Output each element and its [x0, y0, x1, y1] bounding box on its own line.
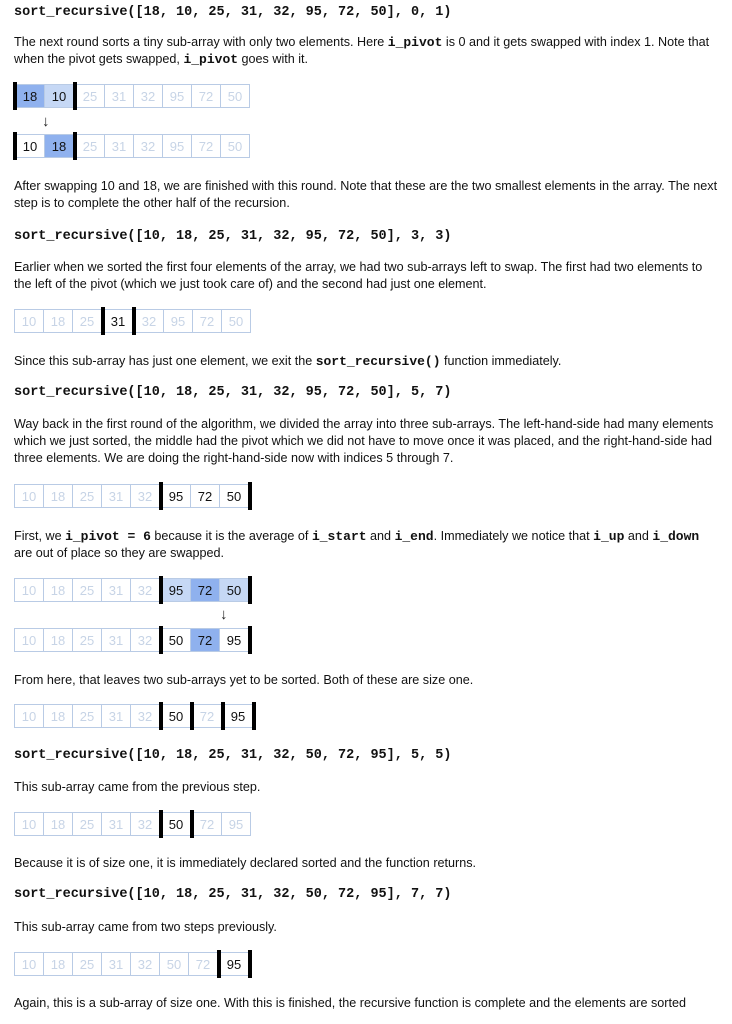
text: First, we [14, 529, 66, 543]
paragraph-11: Again, this is a sub-array of size one. With this is finished, the recursive function is complete and the elements are sorted [14, 996, 686, 1010]
inline-code: i_pivot = 6 [65, 529, 151, 544]
array-cell: 95 [163, 309, 193, 333]
array-cell: 50 [220, 134, 250, 158]
array-diagram-1 [14, 84, 250, 110]
paragraph-5: Way back in the first round of the algorithm, we divided the array into three sub-arrays. The left-hand-side had many elements which we just sorted, the middle had the pivot which we did not have to move once it was placed, and the right-hand-side had three elements. We are doing the right-hand-side now with indices 5 through 7. [14, 417, 714, 466]
array-cell: 95 [221, 812, 251, 836]
inline-code: i_start [311, 529, 367, 544]
text: because it is the average of [150, 529, 312, 543]
array-cell: 10 [14, 704, 44, 728]
paragraph-2: After swapping 10 and 18, we are finished with this round. Note that these are the two smallest elements in the array. The next step is to complete the other half of the recursion. [14, 179, 718, 211]
inline-code: sort_recursive() [315, 354, 441, 369]
array-cell: 32 [130, 484, 160, 508]
array-cell: 25 [72, 952, 102, 976]
inline-code: i_up [593, 529, 625, 544]
array-cell: 25 [75, 84, 105, 108]
array-cell: 10 [14, 952, 44, 976]
inline-code: i_end [394, 529, 434, 544]
array-cell: 31 [104, 84, 134, 108]
array-cell: 50 [159, 952, 189, 976]
range-marker [159, 810, 163, 838]
paragraph-7: From here, that leaves two sub-arrays yet to be sorted. Both of these are size one. [14, 673, 474, 687]
array-diagram-6 [14, 628, 251, 654]
range-marker [248, 626, 252, 654]
array-cell: 32 [133, 84, 163, 108]
inline-code: i_pivot [183, 52, 239, 68]
array-cell: 72 [192, 704, 222, 728]
array-cell: 72 [192, 812, 222, 836]
array-cell: 10 [15, 134, 45, 158]
array-diagram-9 [14, 952, 251, 978]
array-cell: 31 [101, 578, 131, 602]
array-cell: 95 [161, 578, 191, 602]
array-cell: 32 [130, 704, 160, 728]
range-marker [13, 82, 17, 110]
range-marker [159, 576, 163, 604]
paragraph-9: Because it is of size one, it is immediately declared sorted and the function returns. [14, 856, 477, 870]
range-marker [101, 307, 105, 335]
array-cell: 25 [72, 309, 102, 333]
array-cell: 25 [75, 134, 105, 158]
array-cell: 95 [162, 134, 192, 158]
array-cell: 32 [130, 578, 160, 602]
range-marker [159, 702, 163, 730]
text: and [624, 529, 653, 543]
array-cell: 10 [14, 628, 44, 652]
text: Since this sub-array has just one element, we exit the [14, 354, 316, 368]
swap-arrow-icon: ↓ [42, 113, 50, 130]
array-cell: 31 [101, 812, 131, 836]
array-diagram-5 [14, 578, 251, 604]
array-cell: 95 [219, 628, 249, 652]
array-cell: 10 [14, 578, 44, 602]
paragraph-4 [14, 353, 720, 370]
paragraph-8: This sub-array came from the previous step. [14, 780, 261, 794]
text: goes with it. [238, 52, 309, 67]
array-cell: 31 [101, 952, 131, 976]
array-diagram-3 [14, 309, 251, 335]
array-cell: 31 [101, 628, 131, 652]
array-cell: 18 [43, 952, 73, 976]
range-marker [132, 307, 136, 335]
range-marker [73, 132, 77, 160]
array-cell: 25 [72, 484, 102, 508]
array-cell: 95 [223, 704, 253, 728]
array-cell: 72 [192, 309, 222, 333]
array-cell: 50 [219, 484, 249, 508]
array-cell: 10 [14, 812, 44, 836]
array-cell: 72 [191, 84, 221, 108]
text: are out of place so they are swapped. [14, 546, 225, 561]
array-cell: 18 [43, 704, 73, 728]
array-cell: 95 [219, 952, 249, 976]
array-cell: 72 [190, 578, 220, 602]
range-marker [159, 626, 163, 654]
array-cell: 18 [43, 812, 73, 836]
array-cell: 50 [220, 84, 250, 108]
array-cell: 31 [103, 309, 133, 333]
inline-code: i_pivot [387, 35, 443, 50]
range-marker [252, 702, 256, 730]
array-cell: 95 [161, 484, 191, 508]
array-diagram-7 [14, 704, 255, 730]
array-cell: 32 [130, 952, 160, 976]
array-cell: 72 [191, 134, 221, 158]
array-cell: 10 [14, 309, 44, 333]
array-cell: 50 [161, 704, 191, 728]
range-marker [221, 702, 225, 730]
text: . Immediately we notice that [433, 529, 594, 543]
swap-arrow-icon: ↓ [220, 606, 228, 623]
range-marker [217, 950, 221, 978]
code-line-5: sort_recursive([10, 18, 25, 31, 32, 50, 72, 95], 7, 7) [14, 887, 452, 902]
array-cell: 18 [15, 84, 45, 108]
array-cell: 50 [221, 309, 251, 333]
array-cell: 50 [219, 578, 249, 602]
array-cell: 31 [101, 704, 131, 728]
range-marker [248, 576, 252, 604]
paragraph-10: This sub-array came from two steps previously. [14, 920, 277, 934]
array-diagram-2 [14, 134, 250, 160]
text: and [366, 529, 395, 543]
range-marker [13, 132, 17, 160]
code-line-2: sort_recursive([10, 18, 25, 31, 32, 95, 72, 50], 3, 3) [14, 229, 452, 244]
array-diagram-4 [14, 484, 251, 510]
array-cell: 25 [72, 704, 102, 728]
array-cell: 32 [133, 134, 163, 158]
text: function immediately. [440, 354, 562, 368]
array-cell: 25 [72, 628, 102, 652]
array-cell: 50 [161, 628, 191, 652]
array-cell: 18 [44, 134, 74, 158]
paragraph-1 [14, 34, 720, 68]
range-marker [159, 482, 163, 510]
array-cell: 50 [161, 812, 191, 836]
array-cell: 72 [190, 484, 220, 508]
array-cell: 32 [130, 628, 160, 652]
array-cell: 31 [101, 484, 131, 508]
range-marker [190, 702, 194, 730]
range-marker [248, 482, 252, 510]
inline-code: i_down [652, 529, 700, 544]
text: The next round sorts a tiny sub-array with only two elements. Here [14, 35, 388, 49]
array-cell: 18 [43, 628, 73, 652]
paragraph-3: Earlier when we sorted the first four elements of the array, we had two sub-arrays left to swap. The first had two elements to the left of the pivot (which we just took care of) and the second had just one element. [14, 260, 703, 292]
array-cell: 18 [43, 484, 73, 508]
paragraph-6 [14, 528, 720, 562]
array-cell: 18 [43, 578, 73, 602]
array-cell: 10 [14, 484, 44, 508]
array-cell: 95 [162, 84, 192, 108]
array-cell: 32 [134, 309, 164, 333]
array-cell: 31 [104, 134, 134, 158]
code-line-4: sort_recursive([10, 18, 25, 31, 32, 50, 72, 95], 5, 5) [14, 748, 452, 763]
array-cell: 72 [188, 952, 218, 976]
array-cell: 25 [72, 812, 102, 836]
array-cell: 72 [190, 628, 220, 652]
code-line-1: sort_recursive([18, 10, 25, 31, 32, 95, 72, 50], 0, 1) [14, 5, 452, 20]
text: is 0 and it gets swapped with index 1. Note that when the pivot gets swapped, [14, 35, 710, 67]
code-line-3: sort_recursive([10, 18, 25, 31, 32, 95, 72, 50], 5, 7) [14, 385, 452, 400]
range-marker [248, 950, 252, 978]
array-cell: 18 [43, 309, 73, 333]
range-marker [190, 810, 194, 838]
range-marker [73, 82, 77, 110]
array-cell: 25 [72, 578, 102, 602]
array-cell: 10 [44, 84, 74, 108]
array-cell: 32 [130, 812, 160, 836]
array-diagram-8 [14, 812, 251, 838]
